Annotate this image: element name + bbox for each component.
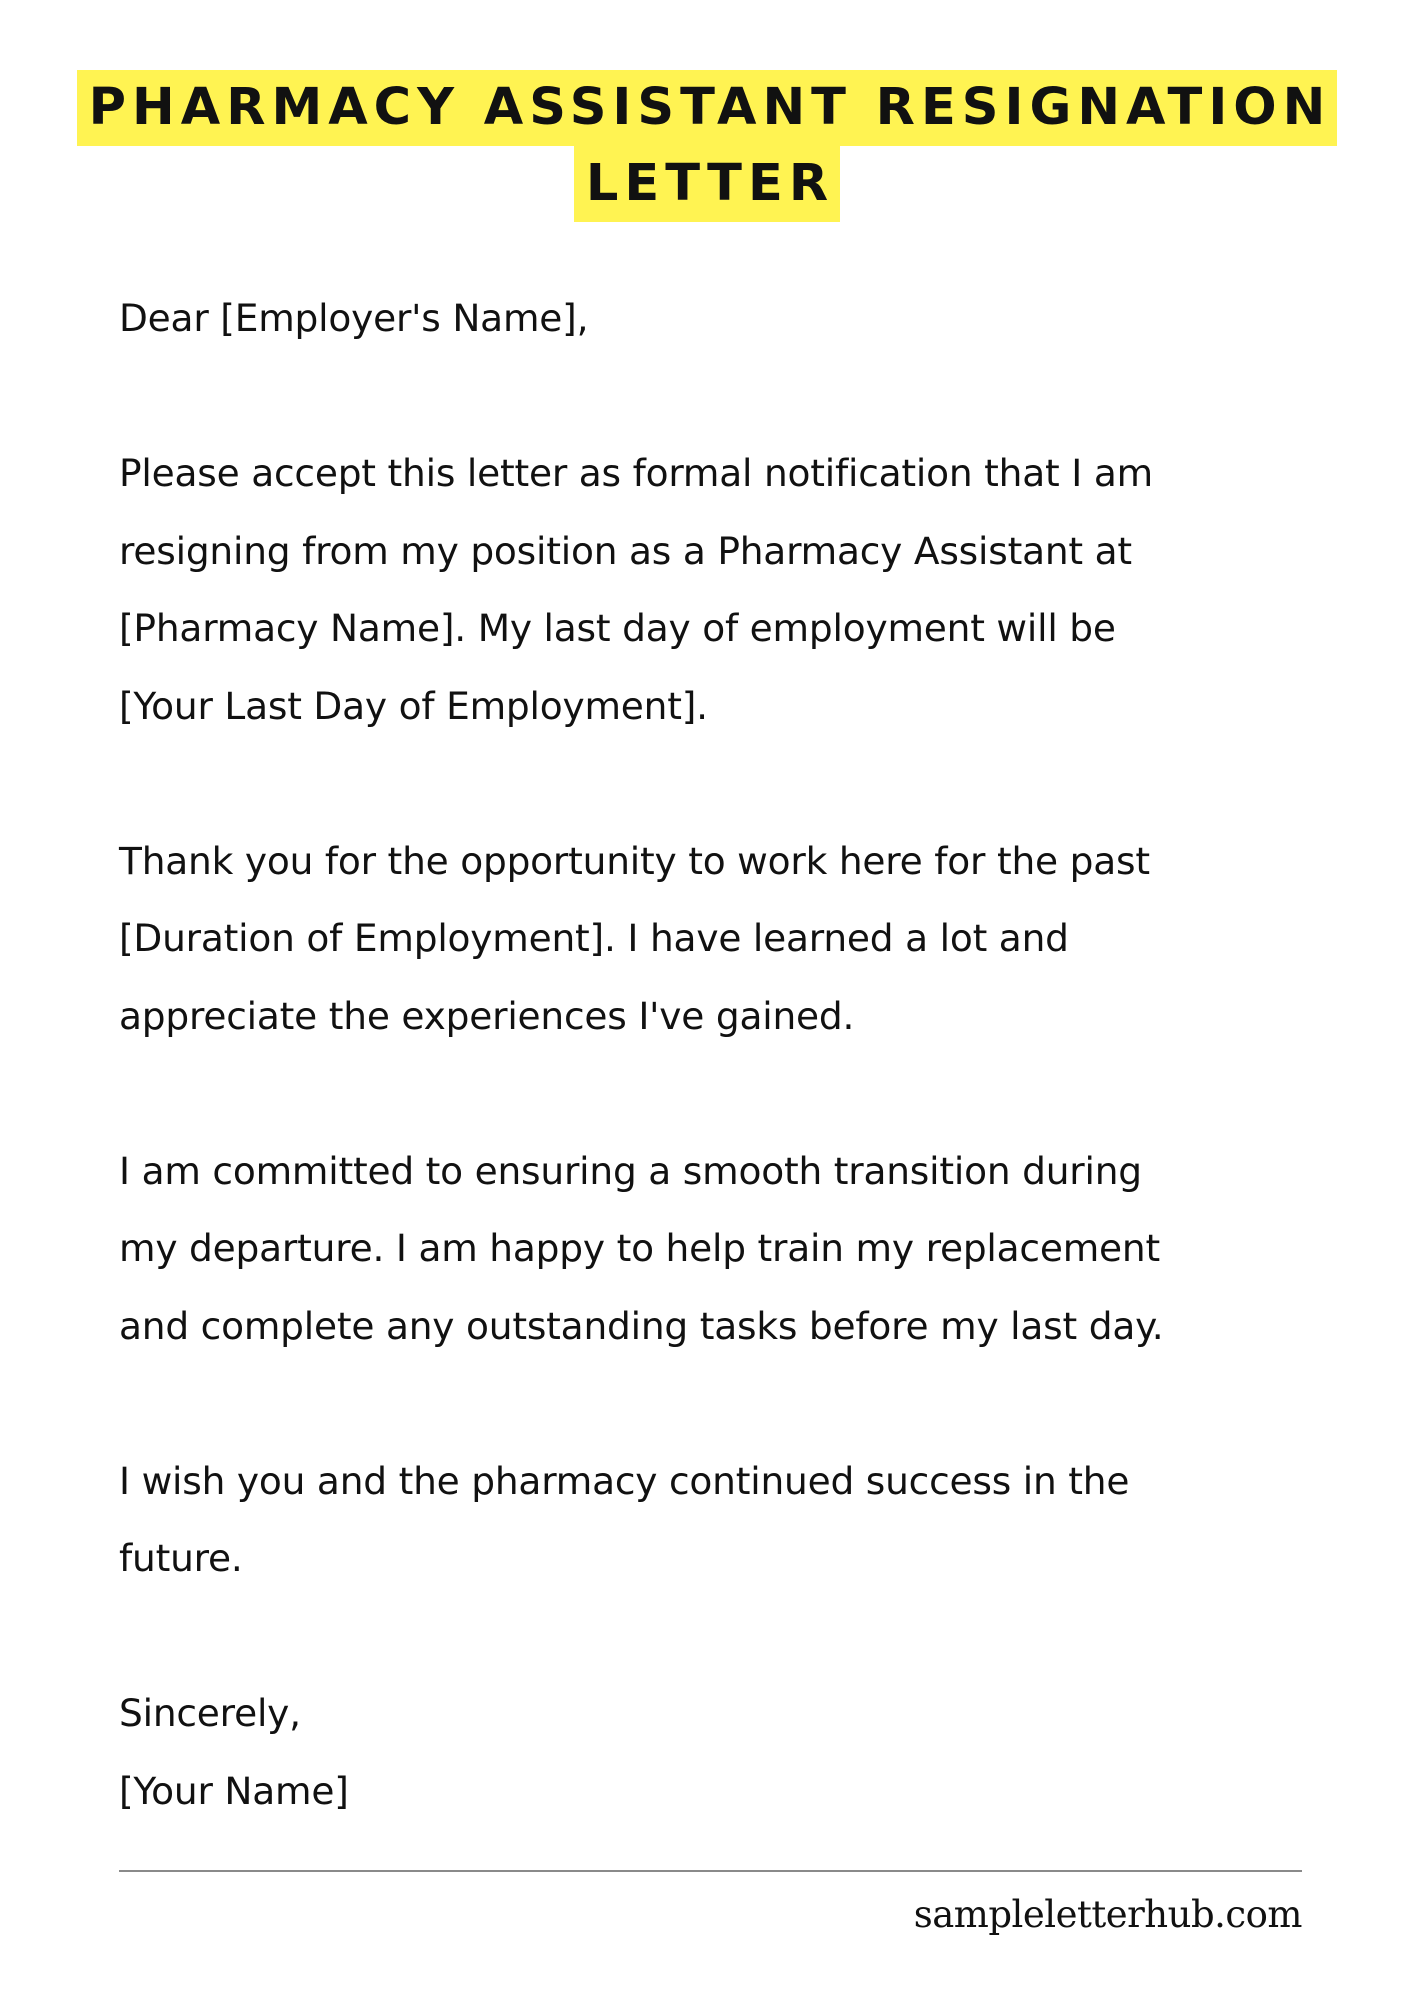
footer-website: sampleletterhub.com xyxy=(913,1893,1302,1936)
paragraph-gap xyxy=(119,1365,1339,1443)
paragraph-gap xyxy=(119,1598,1339,1676)
paragraph-line: [Your Last Day of Employment]. xyxy=(119,683,708,728)
paragraph-thanks xyxy=(119,823,1339,1056)
paragraph-line: and complete any outstanding tasks before my last day. xyxy=(119,1303,1164,1348)
paragraph-line: my departure. I am happy to help train my replacement xyxy=(119,1226,1160,1270)
paragraph-gap xyxy=(119,745,1339,823)
page-title xyxy=(0,70,1414,222)
signature: [Your Name] xyxy=(119,1768,349,1813)
paragraph-gap xyxy=(119,1055,1339,1133)
letter-body xyxy=(119,280,1339,1830)
paragraph-line: I wish you and the pharmacy continued success in the xyxy=(119,1458,1130,1503)
paragraph-line: I am committed to ensuring a smooth transition during xyxy=(119,1148,1142,1193)
paragraph-line: resigning from my position as a Pharmacy Assistant at xyxy=(119,528,1132,573)
paragraph-line: appreciate the experiences I've gained. xyxy=(119,993,855,1038)
paragraph-line: Thank you for the opportunity to work here for the past xyxy=(119,838,1150,883)
paragraph-line: [Pharmacy Name]. My last day of employment will be xyxy=(119,606,1116,650)
closing: Sincerely, xyxy=(119,1691,301,1735)
footer-divider xyxy=(119,1870,1302,1872)
paragraph-line: [Duration of Employment]. I have learned a lot and xyxy=(119,916,1069,960)
paragraph-wishes xyxy=(119,1443,1339,1598)
title-line-1: PHARMACY ASSISTANT RESIGNATION xyxy=(77,70,1338,146)
paragraph-line: Please accept this letter as formal notification that I am xyxy=(119,451,1153,495)
salutation: Dear [Employer's Name], xyxy=(119,296,589,340)
title-line-2: LETTER xyxy=(574,146,840,222)
paragraph-line: future. xyxy=(119,1536,243,1580)
paragraph-notification xyxy=(119,435,1339,745)
paragraph-transition xyxy=(119,1133,1339,1366)
paragraph-gap xyxy=(119,358,1339,436)
